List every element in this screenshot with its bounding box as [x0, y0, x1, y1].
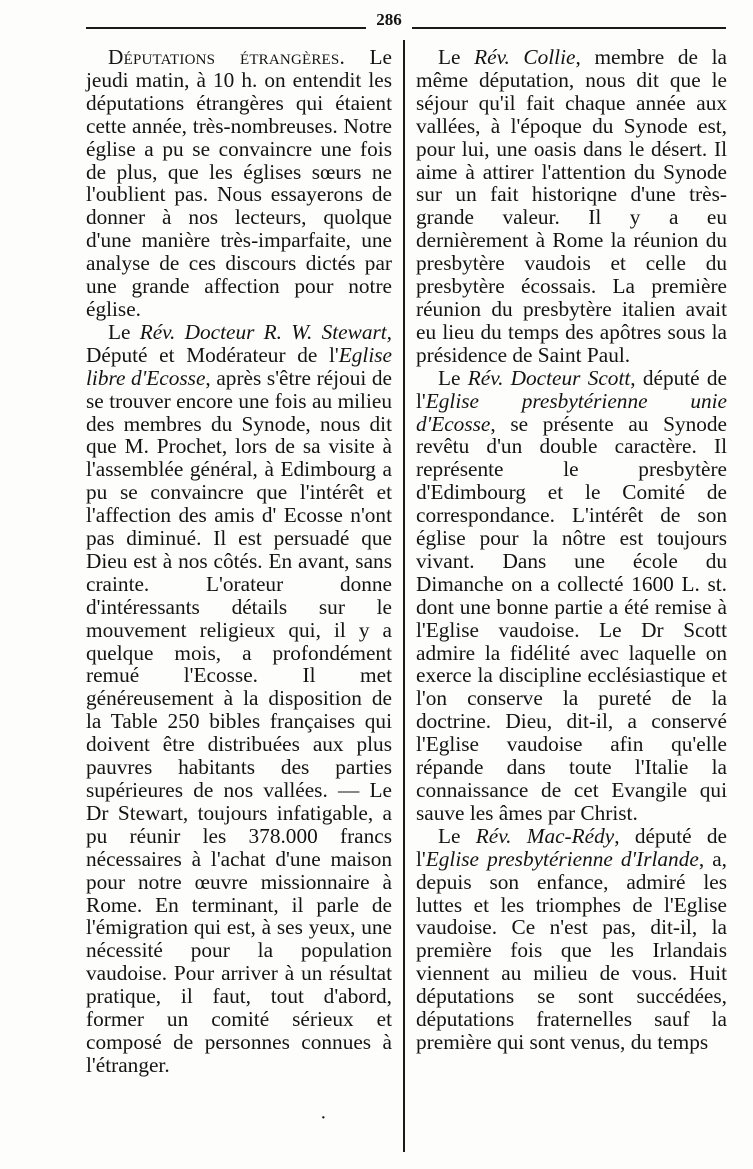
paragraph [416, 367, 727, 825]
paragraph [86, 321, 392, 1077]
body-text: , député de l' [416, 823, 727, 871]
right-column [416, 46, 727, 1054]
italic-text: Rév. Mac-Rédy [475, 823, 615, 848]
italic-text: Rév. Docteur Scott [467, 365, 631, 390]
italic-text: Eglise presbytérienne d'Irlande [425, 846, 699, 871]
body-text: Le [438, 45, 475, 69]
paragraph [416, 825, 727, 1054]
body-text: Le jeudi matin, à 10 h. on entendit les députations étrangères qui étaient cette année, très-nombreuses. Notre église a pu se convaincre une fois de plus, que les églises sœurs ne l'oublient pas. Nous essayerons de donner à nos lecteurs, quolque d'une manière très-imparfaite, une analyse de ces discours dictés par une grande affection pour notre église. [86, 45, 392, 321]
left-column [86, 46, 392, 1077]
body-text: , député de l' [416, 365, 727, 413]
italic-text: Rév. Collie [474, 45, 576, 69]
body-text: Député et Modérateur de l' [86, 342, 339, 367]
italic-text: Rév. Docteur R. W. Stewart, [139, 319, 392, 344]
body-text: , membre de la même députation, nous dit que le séjour qu'il fait chaque année aux vallées, à l'époque du Synode est, pour lui, une oasis dans le désert. Il aime à attirer l'attention du Synode sur un fait historiqne d'une très-grande valeur. Il y a eu dernièrement à Rome la réunion du presbytère vaudois et celle du presbytère écossais. La première réunion du presbytère italien avait eu lieu du temps des apôtres sous la présidence de Saint Paul. [416, 45, 727, 367]
italic-text: Eglise libre d'Ecosse [86, 342, 392, 390]
body-text: , a, depuis son enfance, admiré les luttes et les triomphes de l'Eglise vaudoise. Ce n'est pas, dit-il, la première fois que les Irlandais viennent au milieu de vous. Huit députations se sont succédées, députations fraternelles sauf la première qui sont venus, du temps [416, 846, 727, 1054]
paragraph [86, 46, 392, 321]
body-text: , après s'être réjoui de se trouver encore une fois au milieu des membres du Synode, nous dit que M. Prochet, lors de sa visite à l'assemblée général, à Edimbourg a pu se convaincre que l'intérêt et l'affection des amis d' Ecosse n'ont pas diminué. Il est persuadé que Dieu est à nos côtés. En avant, sans crainte. L'orateur donne d'intéressants détails sur le mouvement religieux qui, il y a quelque mois, a profondément remué l'Ecosse. Il met généreusement à la disposition de la Table 250 bibles françaises qui doivent être distribuées aux plus pauvres habitants des parties supérieures de nos vallées. — Le Dr Stewart, toujours infatigable, a pu réunir les 378.000 francs nécessaires à l'achat d'une maison pour notre œuvre missionnaire à Rome. En terminant, il parle de l'émigration qui est, à ses yeux, une nécessité pour la population vaudoise. Pour arriver à un résultat pratique, il faut, tout d'abord, former un comité sérieux et composé de personnes connues à l'étranger. [86, 365, 392, 1077]
body-text: , se présente au Synode revêtu d'un double caractère. Il représente le presbytère d'Edimbourg et le Comité de correspondance. L'intérêt de son église pour la nôtre est toujours vivant. Dans une école du Dimanche on a collecté 1600 L. st. dont une bonne partie a été remise à l'Eglise vaudoise. Le Dr Scott admire la fidélité avec laquelle on exerce la discipline ecclésiastique et l'on conserve la pureté de la doctrine. Dieu, dit-il, a conservé l'Eglise vaudoise afin qu'elle répande dans toute l'Italie la connaissance de cet Evangile qui sauve les âmes par Christ. [416, 411, 727, 825]
body-text: Le [438, 365, 468, 390]
section-heading: Députations étrangères. [108, 45, 345, 69]
bottom-mark: · [320, 1107, 327, 1129]
body-text: Le [438, 823, 476, 848]
italic-text: Eglise presbytérienne unie d'Ecosse [416, 388, 727, 436]
paragraph [416, 46, 727, 367]
body-text: Le [108, 319, 140, 344]
column-divider [403, 40, 405, 1152]
page-number: 286 [366, 10, 412, 30]
